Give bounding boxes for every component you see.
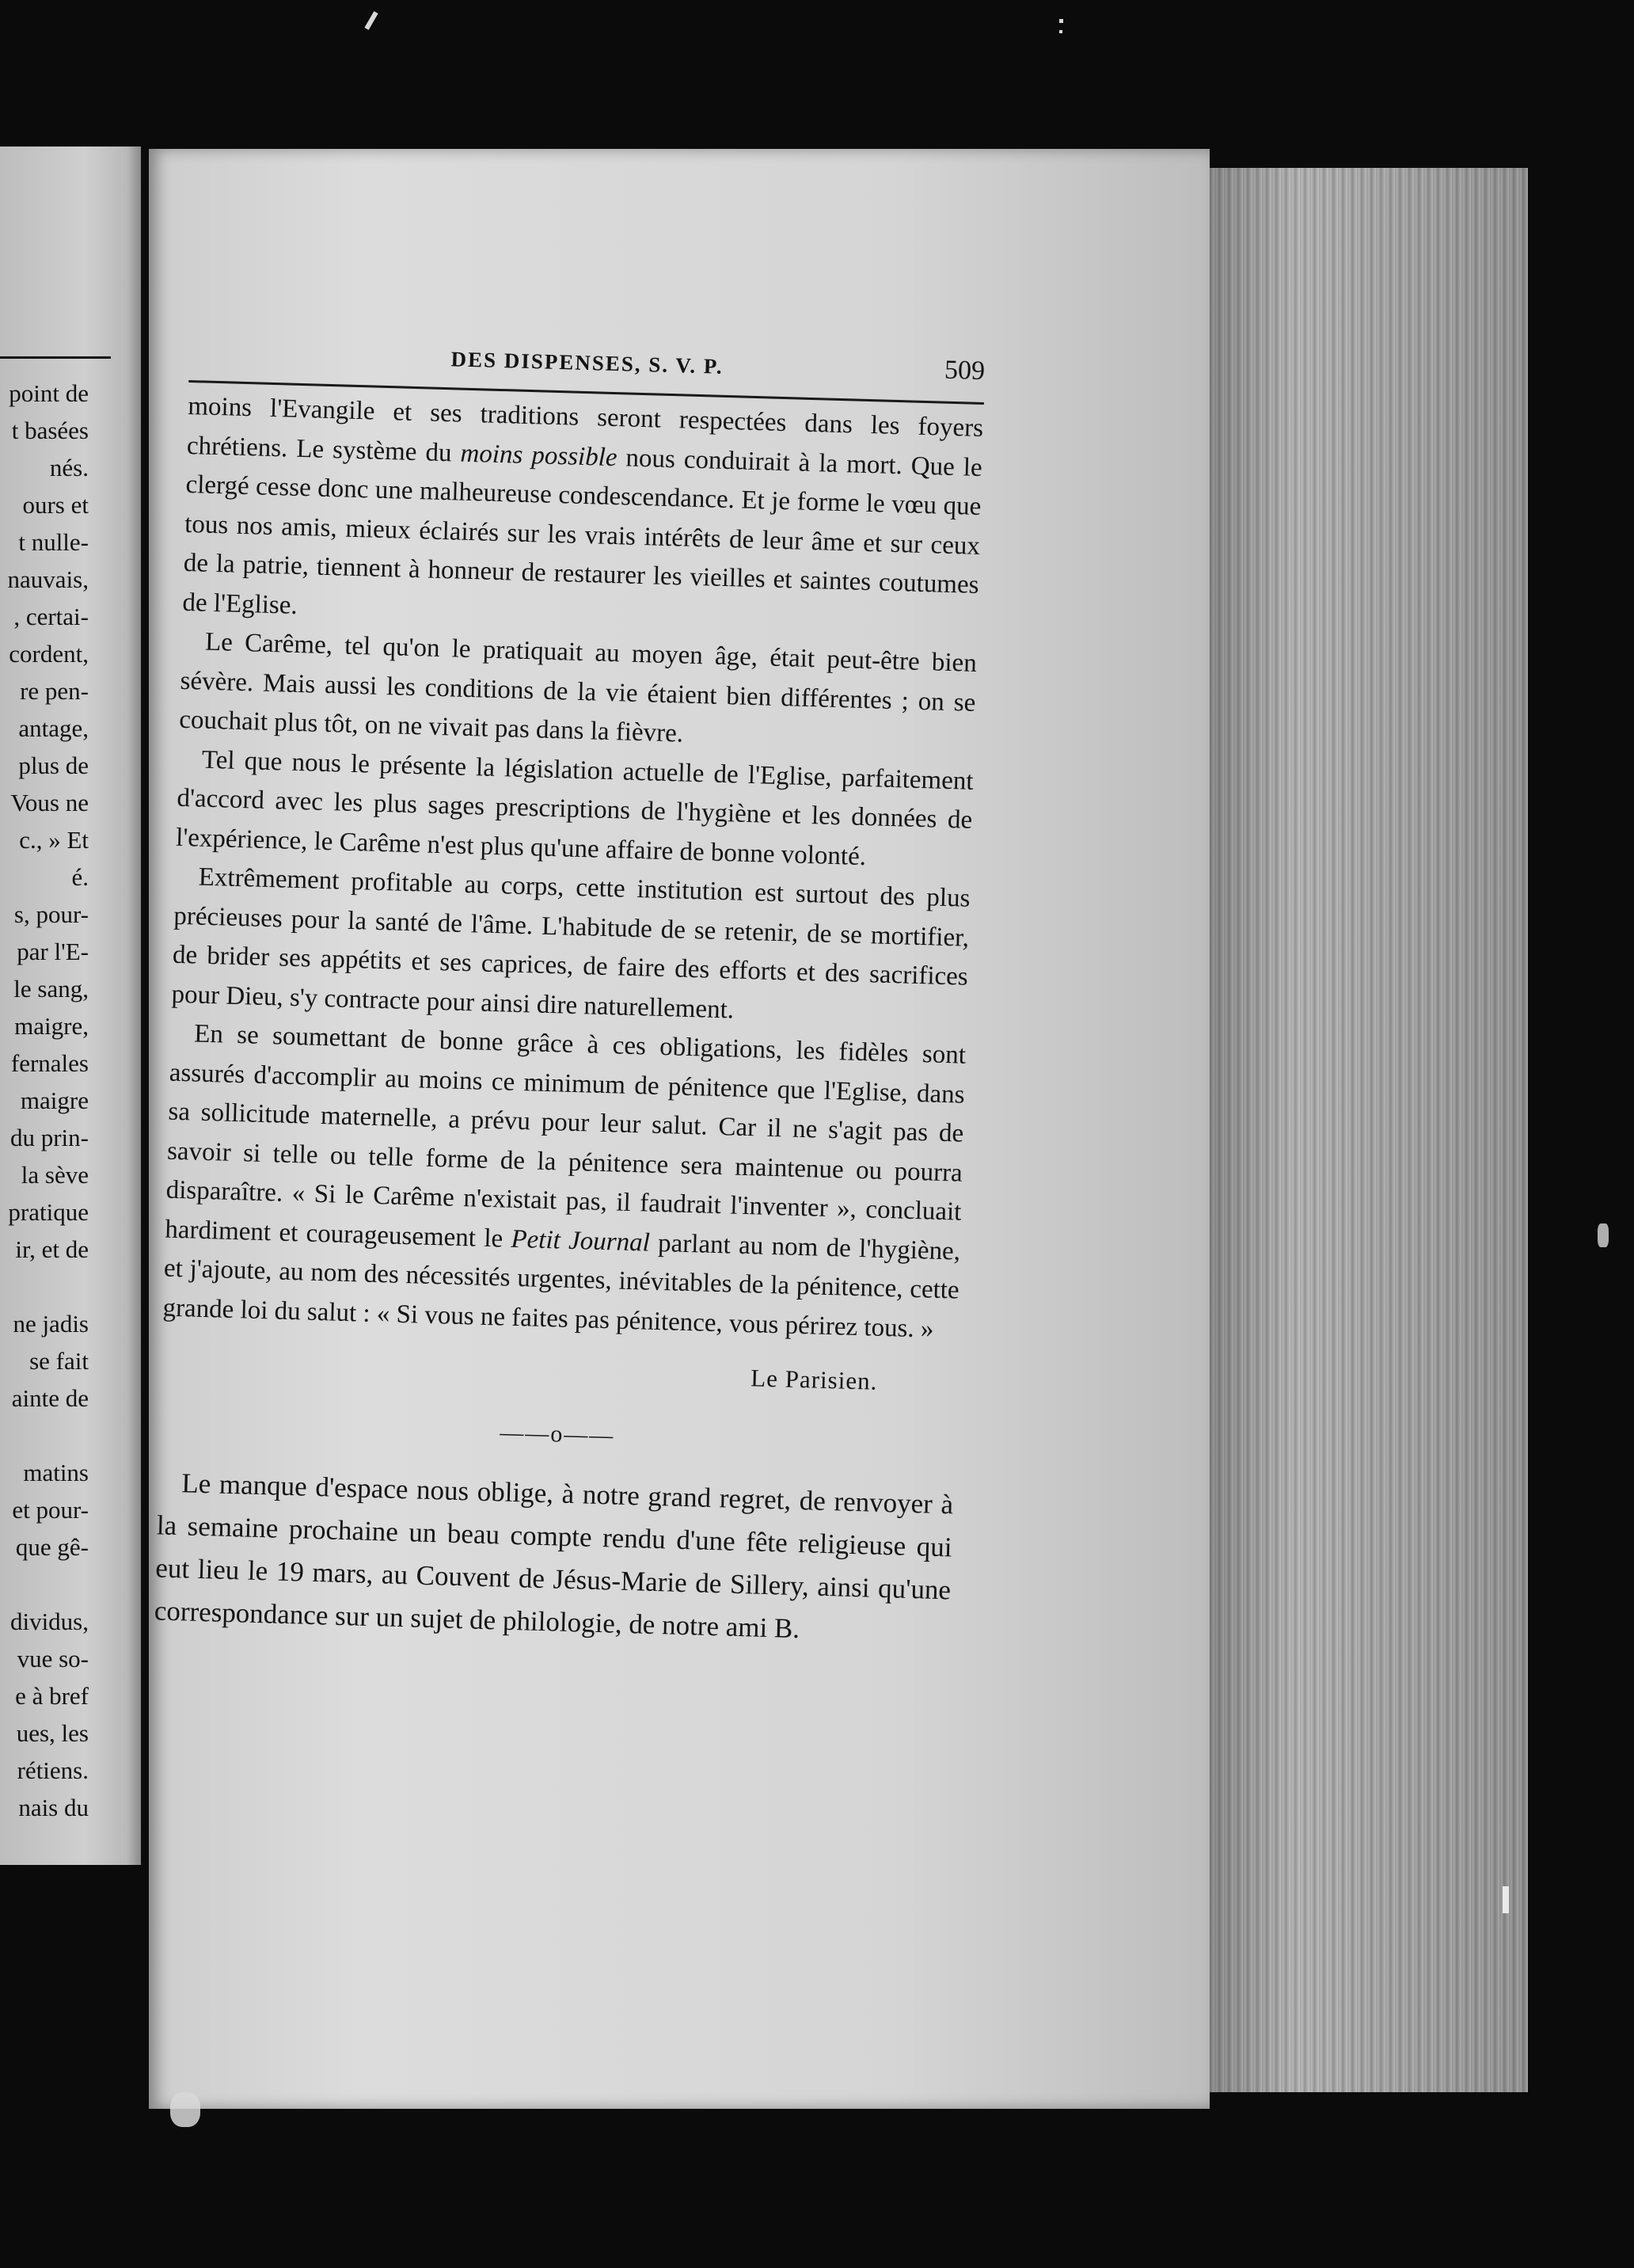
text-run: parlant au nom de l'hygiène, et j'ajoute, au nom des nécessités urgentes, inévitables de la pénitence, cette grande loi du salut : « Si vous ne faites pas pénitence, vous périrez tous. »: [162, 1228, 961, 1344]
left-page-line: fernales: [10, 1049, 89, 1077]
left-page-line: et pour-: [12, 1496, 89, 1524]
scan-speck: [1059, 19, 1063, 23]
left-page-line: pratique: [8, 1198, 89, 1226]
left-page-line: c., » Et: [19, 826, 89, 854]
paragraph: [179, 622, 978, 763]
italic-text: Petit Journal: [511, 1224, 651, 1258]
left-page-line: e à bref: [15, 1682, 89, 1710]
left-page-line: du prin-: [10, 1124, 89, 1151]
left-page-line: la sève: [21, 1161, 89, 1189]
left-page-line: ne jadis: [13, 1310, 89, 1338]
left-page-line: nauvais,: [7, 565, 89, 593]
notice-paragraph: Le manque d'espace nous oblige, à notre grand regret, de renvoyer à la semaine prochaine un beau compte rendu d'une fête religieuse qui eut lieu le 19 mars, au Couvent de Jésus-Marie de Sillery, ainsi qu'une correspondance sur un sujet de philologie, de notre ami B.: [154, 1467, 954, 1645]
separator: ——o——: [499, 1418, 615, 1449]
left-page-line: [8, 1566, 89, 1603]
italic-text: moins possible: [460, 439, 618, 472]
left-page-line: nais du: [18, 1794, 89, 1821]
left-page-line: se fait: [29, 1347, 89, 1375]
left-page-line: é.: [71, 863, 89, 891]
text-run: Le Carême, tel qu'on le pratiquait au moyen âge, était peut-être bien sévère. Mais aussi les conditions de la vie étaient bien différentes ; on se couchait plus tôt, on ne vivait pas dans la fièvre.: [178, 627, 978, 748]
signature: Le Parisien.: [750, 1364, 878, 1395]
left-page-line: cordent,: [9, 640, 89, 668]
left-page-line: [8, 1417, 89, 1454]
scan-speck: [364, 11, 378, 30]
left-page-line: ainte de: [11, 1384, 89, 1412]
text-run: moins l'Evangile et ses traditions seront respectées dans les foyers chrétiens. Le système du: [186, 391, 984, 468]
left-page-line: antage,: [18, 714, 89, 742]
left-page-line: rétiens.: [17, 1756, 89, 1784]
left-page-line: t nulle-: [18, 528, 89, 556]
left-page-line: Vous ne: [10, 789, 89, 816]
left-page-line: le sang,: [13, 975, 89, 1003]
book-page-edges: [1195, 168, 1528, 2092]
left-page-line: maigre: [20, 1086, 89, 1114]
left-page-rule: [0, 356, 111, 359]
left-page-line: par l'E-: [17, 938, 89, 965]
left-facing-page: [0, 147, 141, 1865]
paragraph: [182, 387, 984, 645]
scan-speck: [1598, 1223, 1609, 1247]
left-page-line: vue so-: [17, 1645, 89, 1672]
left-page-line: s, pour-: [13, 900, 89, 928]
left-page-line: dividus,: [10, 1608, 89, 1635]
edge-mark: [1503, 1886, 1509, 1913]
left-page-line: re pen-: [20, 677, 89, 705]
left-page-line: que gê-: [15, 1533, 89, 1561]
left-page-text: [8, 375, 89, 1826]
left-page-line: , certai-: [13, 603, 89, 630]
scan-speck: [170, 2092, 200, 2127]
paragraph: [171, 858, 971, 1037]
left-page-line: [8, 1268, 89, 1305]
left-page-line: ours et: [22, 491, 89, 519]
left-page-line: nés.: [49, 454, 89, 481]
scan-speck: [1059, 30, 1062, 33]
left-page-line: maigre,: [14, 1012, 89, 1040]
text-run: Extrêmement profitable au corps, cette institution est surtout des plus précieuses pour la santé de l'âme. L'habitude de se retenir, de se mortifier, de brider ses appétits et ses caprices, de faire des efforts et des sacrifices pour Dieu, s'y contracte pour ainsi dire naturellement.: [171, 862, 971, 1025]
page-number: 509: [944, 355, 986, 386]
left-page-line: point de: [9, 379, 89, 407]
left-page-line: ues, les: [16, 1719, 89, 1747]
paragraph: [162, 1014, 967, 1350]
text-run: En se soumettant de bonne grâce à ces obligations, les fidèles sont assurés d'accomplir au moins ce minimum de pénitence que l'Eglise, dans sa sollicitude maternelle, a prévu pour leur salut. Car il ne s'agit pas de savoir si telle ou telle forme de la pénitence sera maintenue ou pourra disparaître. « Si le Carême n'existait pas, il faudrait l'inventer », concluait hardiment et courageusement le: [164, 1019, 967, 1254]
text-run: nous conduirait à la mort. Que le clergé cesse donc une malheureuse condescendance. Et je forme le vœu que tous nos amis, mieux éclairés sur les vrais intérêts de leur âme et sur ceux de la patrie, tiennent à honneur de restaurer les vieilles et saintes coutumes de l'Eglise.: [181, 443, 983, 620]
left-page-line: matins: [23, 1459, 89, 1486]
left-page-line: t basées: [11, 417, 89, 444]
text-run: Tel que nous le présente la législation actuelle de l'Eglise, parfaitement d'accord avec les plus sages prescriptions de l'hygiène et les données de l'expérience, le Carême n'est plus qu'une affaire de bonne volonté.: [175, 745, 975, 871]
paragraph: [175, 740, 974, 880]
page-text-block: [154, 333, 985, 1654]
left-page-line: ir, et de: [15, 1235, 89, 1263]
running-title: DES DISPENSES, S. V. P.: [450, 347, 724, 379]
left-page-line: plus de: [18, 752, 89, 779]
